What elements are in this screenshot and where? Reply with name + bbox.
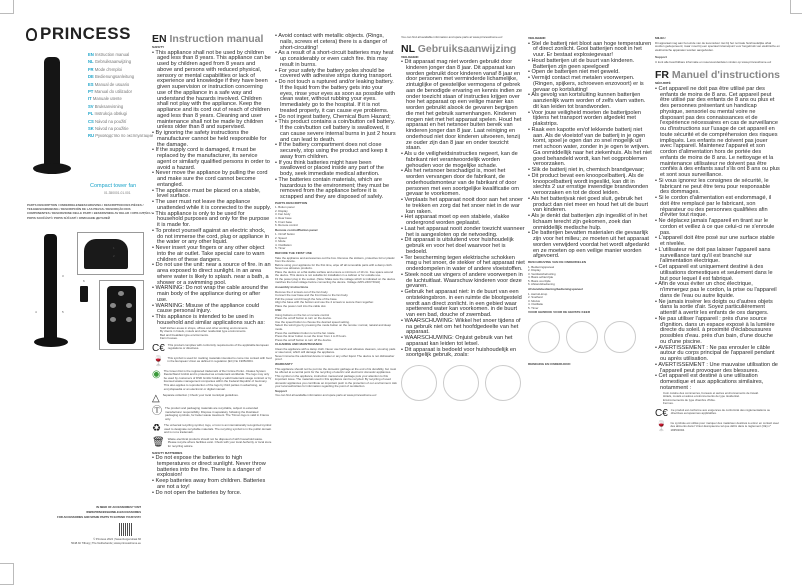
assembly-figure: [528, 321, 560, 353]
callout-label: 2: [113, 254, 115, 258]
callout-label: 4: [35, 310, 37, 314]
language-code: DE: [88, 74, 94, 80]
remote-thumbnail: [80, 286, 88, 302]
language-label: Návod na použitie: [95, 126, 129, 132]
language-entry[interactable]: [88, 88, 153, 95]
triangle-icon: △: [152, 393, 160, 405]
usage-item: Hôtels, motels et autres environnements de type résidentiel.: [663, 394, 740, 399]
symbol-row: [152, 424, 272, 435]
list-item: • Ne jamais insérer les doigts ou d'autres objets dans la sortie d'air. Soyez particulièrement attentif à avertir les enfants de ces dangers.: [655, 300, 780, 317]
language-code: EN: [88, 52, 94, 57]
language-label: Instruction manual: [95, 52, 130, 57]
nl-disposal-heading: MILIEU: [655, 36, 666, 40]
fcm-symbol-row: [655, 422, 780, 433]
fan-diagram: [34, 234, 74, 350]
language-label: Instrukcja obsługi: [94, 111, 127, 117]
fr-title: FR Manuel d'instructions: [655, 69, 781, 82]
brand-logo: [26, 24, 131, 44]
list-item: • AVERTISSEMENT : Ne pas enrouler le câble autour du corps principal de l'appareil pendant ou après utilisation.: [655, 346, 780, 363]
list-item: • Houd batterijen uit de buurt van kinderen. Batterijen zijn geen speelgoed!: [528, 59, 652, 71]
en-sections: [275, 202, 397, 398]
list-item: • Cet appareil est uniquement destiné à des utilisations domestiques et seulement dans le but pour lequel il est fabriqué.: [655, 265, 780, 282]
qr-code: [119, 523, 132, 536]
symbol-row: [152, 370, 272, 391]
list-item: • Dit apparaat is bedoeld voor huishoudelijk en soortgelijk gebruik, zoals:: [401, 348, 525, 360]
figure-row: [528, 321, 652, 357]
remote-item: 3. Modus: [528, 298, 540, 303]
symbol-text: This product complies with conformity requirements of the applicable European regulations or directives.: [167, 342, 269, 351]
assembly-item: Connect the rear base and the front base to the fan body.: [275, 293, 349, 298]
crest-icon: [26, 28, 37, 41]
recycle-icon: ♻: [152, 423, 161, 435]
language-label: Návod na použití: [95, 118, 127, 124]
list-item: • L'utilisateur ne doit pas laisser l'appareil sans surveillance tant qu'il est branché sur l'alimentation électrique.: [655, 248, 780, 265]
list-item: • Als je denkt dat batterijen zijn ingeslikt of in het lichaam terecht zijn gekomen, zoek dan onmiddellijk medische hulp.: [528, 214, 652, 231]
symbol-text: The Green Dot is the registered trademark of Der Grüne Punkt - Duales System Deutschland GmbH and is protected as a trademark worldwide. The logo may only be used by customers of DSD GmbH holding a valid trademark usage contract or by licensed waste management companies within the Federal Republic of Germany. This also applies to reproduction of the logo by third parties in advertising, an encyclopaedia or an electronic or digital manual.: [163, 368, 272, 391]
list-item: • Ter bescherming tegen elektrische schokken mag u het snoer, de stekker of het apparaat niet onderdompelen in water of andere vloeistoffen.: [401, 256, 525, 273]
list-item: • This appliance is intended to be used in household and similar applications such as:: [152, 315, 272, 327]
parts-item: 4. Rear base: [275, 215, 292, 220]
callout-label: 3: [62, 274, 64, 278]
en-symbols: [152, 344, 272, 449]
nl-battery-heading: VEILIGHEID: [528, 36, 546, 40]
parts-item: 3. Fan body: [275, 212, 291, 217]
symbol-row: [152, 357, 272, 367]
symbol-text: This symbol is used for marking materials intended to come into contact with food in the European Union as defined in regulation (EC) No 1935/2004.: [167, 355, 272, 364]
triman-icon: Ⓣ: [152, 406, 162, 418]
copyright-line: 5048 AV Tilburg | The Netherlands | www.princesshome.eu: [71, 541, 141, 545]
en-battery-heading: SAFETY BATTERIES: [152, 450, 183, 455]
list-item: • Do not touch a ruptured and/or leaking battery. If the liquid from the battery gets into your eyes, rinse your eyes as soon as possible with clean water, without rubbing your eyes. Immediately go to the hospital. If it is not treated properly, it can cause eye problems.: [275, 80, 397, 115]
en-safety-list: [152, 51, 272, 327]
parts-item: 6. Afstandsbediening: [528, 282, 555, 287]
copyright-line: © Princess 2024 | Saxenburgerstraat 66: [93, 538, 141, 541]
list-item: • By ignoring the safety instructions the manufacturer cannot be held responsible for the damage.: [152, 131, 272, 148]
warranty-text: This appliance should not be put into the domestic garbage at the end of its durability, but must be offered at a central point for the recycling of electric and electronic domestic appliances. This symbol on the appliance, instruction manual and package puts your attention to this important issue. The materials used in this appliance can be recycled. By recycling of used domestic appliances you contribute an important push to the protection of our environment. Ask your local authorities for information regarding the point of recollection.: [275, 366, 397, 389]
list-item: • Cet appareil est destiné à une utilisation domestique et aux applications similaires, notamment :: [655, 374, 780, 391]
ce-symbol-row: [655, 409, 780, 419]
language-label: Bedienungsanleitung: [95, 74, 135, 80]
list-item: • Avoid contact with metallic objects. (Rings, nails, screws et cetera) there is a danger of short-circuiting!: [275, 34, 397, 51]
language-entry[interactable]: [88, 95, 153, 102]
parts-item: 2. Display: [528, 268, 541, 273]
callout-label: 6: [83, 279, 85, 283]
list-item: • This product contains a coin/button cell battery. If the coin/button cell battery is swallowed, it can cause severe internal burns in just 2 hours and can lead to death.: [275, 120, 397, 143]
nl-sections: [528, 261, 652, 366]
en-column-1: [152, 34, 272, 496]
list-item: • As a result of a short-circuit batteries may heat up considerably or even catch fire. this may result in burns.: [275, 51, 397, 68]
nl-title: NL Gebruiksaanwijzing: [401, 42, 517, 55]
remote-item: 4. Oscillation: [275, 242, 292, 247]
list-item: • Als het netsnoer beschadigd is, moet het worden vervangen door de fabrikant, de onderhoudsmonteur van de fabrikant of door personen met een soortgelijke kwalificatie om gevaar te voorkomen.: [401, 169, 525, 198]
language-entry[interactable]: [88, 51, 153, 58]
list-item: • Dit product bevat een knoopcelbatterij. Als de knoopcelbatterij wordt ingeslikt, kan dit in slechts 2 uur ernstige inwendige brandwonden veroorzaken en tot de dood leiden.: [528, 174, 652, 197]
assembly-item: Pull the power cord through the hole of the base.: [275, 296, 338, 301]
tower-fan-image: [33, 57, 71, 177]
language-label: Manual do utilizador: [94, 89, 133, 95]
callout-label: 5: [62, 310, 64, 314]
language-label: Руководство по эксплуатации: [95, 133, 154, 139]
cleaning-heading: CLEANING AND MAINTENANCE: [275, 342, 323, 347]
language-code: NL: [88, 59, 94, 65]
use-item: Select the wind type by pressing the mode button on the remote: normal, natural and sleep mode.: [275, 323, 392, 332]
parts-item: 4. Basis achterzijde: [528, 275, 554, 280]
language-list: [88, 51, 153, 140]
nl-disposal-text: Dit apparaat mag aan het einde van de levensduur niet bij het normale huishoudelijke afval worden gedeponeerd, maar moet bij een speciaal inzamelpunt voor hergebruik van elektrische en elektronische apparaten worden aangeboden.: [655, 40, 780, 52]
list-item: • If you think batteries might have been swallowed or placed inside any part of the body, seek immediate medical attention.: [275, 161, 397, 178]
fr-usage-list: [655, 392, 780, 406]
list-item: • Cet appareil ne doit pas être utilisé par des enfants de moins de 8 ans. Cet appareil peut être utilisé par des enfants de 8 ans ou plus et des personnes présentant un handicap physique, sensoriel ou mental voire ne disposant pas des connaissances et de l'expérience nécessaires en cas de surveillance ou d'instructions sur l'usage de cet appareil en toute sécurité et de compréhension des risques impliqués. Les enfants ne doivent pas jouer avec l'appareil. Maintenez l'appareil et son cordon d'alimentation hors de portée des enfants de moins de 8 ans. Le nettoyage et la maintenance utilisateur ne doivent pas être confiés à des enfants sauf s'ils ont 8 ans ou plus et sont sous surveillance.: [655, 87, 780, 179]
en-battery-list: [152, 456, 272, 496]
list-item: • Stel de batterij niet bloot aan hoge temperaturen of direct zonlicht. Gooi batterijen nooit in het vuur. Er bestaat explosiegevaar!: [528, 42, 652, 59]
support-heading: Support: [275, 388, 287, 393]
list-item: • If the battery compartment does not close securely, stop using the product and keep it away from children.: [275, 143, 397, 160]
brand-name: PRINCESS: [40, 24, 131, 43]
remote-item: 1. On/off button: [275, 232, 295, 237]
list-item: • Dit apparaat mag niet worden gebruikt door kinderen jonger dan 8 jaar. Dit apparaat kan worden gebruikt door kinderen vanaf 8 jaar en door personen met verminderde lichamelijke, zintuiglijke of geestelijke vermogens of gebrek aan de benodigde ervaring en kennis indien ze onder toezicht staan of instructies krijgen over hoe het apparaat op een veilige manier kan worden gebruikt alsook de gevaren begrijpen die met het gebruik samenhangen. Kinderen mogen niet met het apparaat spelen. Houd het apparaat en het netsnoer buiten bereik van kinderen jonger dan 8 jaar. Laat reiniging en onderhoud niet door kinderen uitvoeren, tenzij ze ouder zijn dan 8 jaar en onder toezicht staan.: [401, 60, 525, 152]
parts-item: 1. Bedieningspaneel: [528, 264, 555, 269]
language-entry[interactable]: [88, 73, 153, 80]
list-item: • Laat het apparaat nooit zonder toezicht wanneer het is aangesloten op de netvoeding.: [401, 227, 525, 239]
product-code: 01.350001.01.001: [104, 191, 131, 195]
usage-item: Bed and breakfast type environments.: [160, 332, 209, 337]
assembly-item: Place the power cord into the cable slot.: [275, 303, 327, 308]
remote-item: 4. Oscillatie: [528, 302, 543, 307]
fcm-text: Ce symbole est utilisé pour marquer des matériaux destinés à entrer en contact avec des aliments dans l'Union Européenne tel que défini dans le règlement (CE) n° 1935/2004.: [670, 420, 780, 432]
language-entry[interactable]: [88, 58, 153, 65]
list-item: • Dit apparaat is uitsluitend voor huishoudelijk gebruik en voor het doel waarvoor het is bedoeld.: [401, 238, 525, 255]
usage-item: Farm houses.: [160, 336, 178, 341]
list-item: • Si vous ignorez les consignes de sécurité, le fabricant ne peut être tenu pour responsable des dommages.: [655, 179, 780, 196]
list-item: • Never insert your fingers or any other object into the air outlet. Take special care to warn children of these dangers.: [152, 246, 272, 263]
remote-item: 5. Timer: [528, 305, 539, 310]
ce-text: Ce produit est conforme aux exigences de conformité des réglementations ou directives européennes applicables.: [670, 407, 771, 416]
first_use-item: Before using your appliance for the first time, wipe off all removable parts with a damp cloth. Never use abrasive products.: [275, 262, 393, 271]
list-item: • L'appareil doit être posé sur une surface stable et nivelée.: [655, 236, 780, 248]
nl-figures: [401, 365, 525, 405]
list-item: • Raak een kapotte en/of lekkende batterij niet aan. Als de vloeistof van de batterij in je ogen komt, spoel je ogen dan zo snel mogelijk uit met schoon water, zonder in je ogen te wrijven. Ga onmiddellijk naar het ziekenhuis. Als het niet goed behandeld wordt, kan het oogproblemen veroorzaken.: [528, 128, 652, 168]
parts-item: 5. Basis voorzijde: [528, 278, 551, 283]
remote-control-detail: [99, 280, 144, 350]
en-battery-list-cont: [275, 34, 397, 201]
remote-item: 3. Mode: [275, 239, 286, 244]
list-item: • The user must not leave the appliance unattended while it is connected to the supply.: [152, 200, 272, 212]
list-item: • The appliance must be placed on a stable, level surface.: [152, 189, 272, 201]
accessories-line: IN NEED OF ACCESSORIES? VISIT: [96, 506, 141, 509]
nl-column-2: [528, 36, 652, 367]
en-safety-heading: SAFETY: [152, 45, 165, 49]
parts-item: 5. Front base: [275, 219, 293, 224]
remote-item: 1. Aan/uit-knop: [528, 291, 548, 296]
use-item: Press the timer button to set the timer from 1 to 8 hours.: [275, 334, 347, 339]
list-item: • WAARSCHUWING: Wikkel het snoer tijdens of na gebruik niet om het hoofdgedeelte van het apparaat.: [401, 319, 525, 336]
language-label: Bruksanvisning: [94, 103, 124, 109]
language-entry[interactable]: [88, 110, 153, 117]
nl-support-heading: Support: [655, 55, 667, 60]
crop-mark: [0, 563, 14, 585]
food-contact-icon: 🍷: [655, 420, 668, 432]
language-code: SV: [88, 103, 94, 109]
figure-row: [401, 365, 525, 405]
list-item: • WARNING: Do not wrap the cable around the main body of the appliance during or after use.: [152, 286, 272, 303]
list-item: • Vermijd contact met metalen voorwerpen. (Ringen, spijkers, schroeven enzovoort) er is gevaar op kortsluiting!: [528, 76, 652, 93]
remote-heading: Remote control/Button panel: [275, 227, 318, 232]
list-item: • Never move the appliance by pulling the cord and make sure the cord cannot become entangled.: [152, 171, 272, 188]
list-item: • Open de batterijen niet met geweld.: [528, 70, 652, 76]
list-item: • Voor jouw veiligheid moeten de batterijpolen tijdens het transport worden afgedekt met plakstrips.: [528, 111, 652, 128]
list-item: • Ne pas utiliser l'appareil : près d'une source d'ignition. dans un espace exposé à la lumière directe du soleil. à proximité d'éclaboussures possibles d'eau. près d'un bain, d'une douche ou d'une piscine.: [655, 317, 780, 346]
crop-mark: [0, 0, 14, 14]
list-item: • This appliance shall not be used by children aged less than 8 years. This appliance can be used by children aged from 8 years and above and persons with reduced physical, sensory or mental capabilities or lack of experience and knowledge if they have been given supervision or instruction concerning use of the appliance in a safe way and understand the hazards involved. Children shall not play with the appliance. Keep the appliance and its cord out of reach of children aged less than 8 years. Cleaning and user maintenance shall not be made by children unless older than 8 and supervised.: [152, 51, 272, 132]
assembly-figure: [566, 321, 598, 353]
list-item: • The batteries contain materials, which are hazardous to the environment; they must be removed from the appliance before it is scrapped and they are disposed of safely.: [275, 178, 397, 201]
fr-safety-heading: SÉCURITÉ: [655, 81, 671, 86]
list-item: • For your safety the battery poles should be covered with adhesive strips during transport.: [275, 69, 397, 81]
symbol-text: Waste electrical products should not be disposed of with household waste. Please recycle where facilities exist. Check with your local Authority or local store for recycling advice.: [167, 436, 272, 448]
first_use-item: Fit the power plug in the socket. (Note: Make sure the voltage which is indicated on the device matches the local voltage before connecting the device. Voltage 220V-240V 50Hz): [275, 276, 396, 285]
remote-item: 2. Snelheid: [528, 295, 543, 300]
symbol-row: [152, 394, 272, 404]
first_use-heading: BEFORE THE FIRST USE: [275, 250, 312, 255]
crop-mark: [790, 0, 802, 14]
list-item: • This appliance is only to be used for household purposes and only for the purpose it is made for.: [152, 212, 272, 229]
first_use-item: Take the appliance and accessories out the box. Remove the stickers, protective foil or plastic from the device.: [275, 255, 395, 264]
language-label: Manual de usuario: [94, 81, 130, 87]
nl-support-text: U kunt alle beschikbare informatie en reserveonderdelen vinden op www.princesshome.eu!: [655, 59, 772, 64]
language-entry[interactable]: [88, 66, 153, 73]
list-item: • Gebruik het apparaat niet: in de buurt van een ontstekingsbron. in een ruimte die blootgesteld wordt aan direct zonlicht. in een gebied waar spetterend water kan voorkomen. in de buurt van een bad, douche of zwembad.: [401, 290, 525, 319]
ce-mark-icon: C€: [655, 407, 668, 419]
nl-disposal: [655, 37, 780, 64]
parts-item: 3. Ventilatorbehuizing: [528, 271, 556, 276]
list-item: • Als het batterijvak niet goed sluit, gebruik het product dan niet meer en houd het uit de buurt van kinderen.: [528, 197, 652, 214]
list-item: • Keep batteries away from children. Batteries are not a toy!: [152, 479, 272, 491]
parts-heading: BESCHRIJVING VAN DE ONDERDELEN: [528, 260, 587, 265]
list-item: • Do not open the batteries by force.: [152, 491, 272, 497]
nl-column-1: [401, 36, 525, 405]
assembly-figure: [401, 365, 437, 401]
parts-item: 2. Display: [275, 208, 288, 213]
language-code: PT: [88, 89, 94, 95]
language-entry[interactable]: [88, 81, 153, 88]
assembly-item: Align the base with the bottom and use the 2 screws to secure them together.: [275, 300, 374, 305]
nl-safety-heading: VEILIGHEID: [401, 54, 419, 59]
cleaning-item: Never immerse the electrical device in water or any other liquid. The device is not dishwasher proof.: [275, 353, 395, 362]
cleaning-item: Clean the appliance with a damp cloth. Never use harsh and abrasive cleaners, scouring pads or steel wool, which will damage the appliance.: [275, 346, 396, 355]
list-item: • Het apparaat moet op een stabiele, vlakke ondergrond worden geplaatst.: [401, 215, 525, 227]
nl-battery-list: [528, 42, 652, 261]
accessories-line: FOR ACCESSORIES AND SPARE PARTS TO EXTEND YOUR STAY: [57, 516, 141, 519]
weee-bin-icon: 🗑: [152, 436, 165, 448]
parts-heading: PARTS DESCRIPTION: [275, 200, 308, 205]
green-dot-icon: ◉: [152, 368, 161, 380]
list-item: • Slik de batterij niet in, chemisch brandgevaar;: [528, 168, 652, 174]
ce-mark-icon: C€: [152, 342, 165, 354]
parts-item: 6. Remote control: [275, 223, 298, 228]
battery-bin-icon: 🍷: [152, 355, 165, 367]
use-item: Press the oscillation button to let the fan rotate.: [275, 330, 336, 335]
list-item: • Si le cordon d'alimentation est endommagé, il doit être remplacé par le fabricant, son réparateur ou des personnes qualifiées afin d'éviter tout risque.: [655, 196, 780, 219]
list-item: • Ne déplacez jamais l'appareil en tirant sur le cordon et veillez à ce que celui-ci ne s'enroule pas.: [655, 219, 780, 236]
usage-item: By clients in hotels, motels and other residential type environments.: [160, 329, 247, 334]
callout-label: 1: [113, 246, 115, 250]
symbol-text: Separate collection | Check your local municipal guidelines.: [162, 393, 239, 398]
list-item: • Steek nooit uw vingers of andere voorwerpen in de luchtuitlaat. Waarschuw kinderen voor deze gevaren.: [401, 273, 525, 290]
assembly-figure: [443, 365, 479, 401]
nl-intro: You can find all available information and spare parts at www.princesshome.eu!: [401, 35, 503, 39]
use-heading: USE: [275, 308, 282, 313]
list-item: • De batterijen bevatten materialen die gevaarlijk zijn voor het milieu; ze moeten uit het apparaat worden verwijderd voordat het wordt afgedankt en ze moeten op een veilige manier worden afgevoerd.: [528, 231, 652, 260]
remote-item: 2. Speed: [275, 235, 287, 240]
language-code: RU: [88, 133, 95, 139]
language-code: ES: [88, 81, 94, 87]
accessories-note: [30, 505, 141, 520]
parts-heading-multilang: PARTS DESCRIPTION / ONDERDELENBESCHRIJVING / DESCRIPTION DES PIÈCES / TEILEBESCHREIBUNG / DESCRIPCIÓN DE LAS PIEZAS / DESCRIÇÃO DOS COMPONENTES / DESCRIZIONE DELLE PARTI / BESKRIVNING AV DELAR / OPIS CZĘŚCI / POPIS SOUČÁSTÍ / POPIS SÚČASTÍ / ОПИСАНИЕ ДЕТАЛЕЙ: [27, 203, 152, 220]
use-item: Press the on/off button to turn off the device.: [275, 337, 332, 342]
fr-safety-list: [655, 87, 780, 392]
use-item: Using buttons on the fan or remote control: [275, 312, 329, 317]
warranty-heading: WARRANTY: [275, 362, 293, 366]
usage-item: Environnements de type chambre d'hôte.: [663, 397, 716, 402]
list-item: • WARNING: Misuse of the appliance could cause personal injury.: [152, 304, 272, 316]
usage-item: Staff kitchen areas in shops, offices and other working environments.: [160, 325, 249, 330]
language-code: CS: [88, 118, 94, 124]
symbol-text: The product and packaging materials are recyclable, subject to extended manufacturer responsibility. Dispose it separately, following the illustrated packaging symbols, for better waste treatment. The Triman logo is valid in France only.: [165, 406, 270, 421]
symbol-row: [152, 407, 272, 421]
use-item: Press the on/off button to turn on the device.: [275, 316, 332, 321]
accessories-link[interactable]: WWW.PRINCESSHOME.EU/ACCESSORIES: [86, 511, 141, 514]
symbol-row: [152, 344, 272, 354]
first-use-heading: VOOR GEBRUIK VOOR DE EERSTE KEER: [528, 310, 591, 315]
first_use-item: Place the device on a flat stable surface and ensure a minimum of 10 cm. free space around the device. This device is not suitable for installation in a cabinet or for outside use.: [275, 269, 394, 278]
support-text: You can find all available information and spare parts at www.princesshome.eu!: [275, 393, 377, 398]
nl-safety-list: [401, 60, 525, 359]
fr-column: [655, 36, 780, 436]
language-label: Manuale utente: [92, 96, 122, 102]
en-column-2: [275, 34, 397, 398]
language-entry[interactable]: [88, 132, 153, 139]
symbol-row: [152, 438, 272, 449]
language-label: Gebruiksaanwijzing: [94, 59, 132, 65]
list-item: • Afin de vous éviter un choc électrique, n'immergez pas le cordon, la prise ou l'appareil dans de l'eau ou autre liquide.: [655, 282, 780, 299]
list-item: • Als gevolg van kortsluiting kunnen batterijen aanzienlijk warm worden of zelfs vlam vatten. dit kan leiden tot brandwonden.: [528, 93, 652, 110]
list-item: • Verplaats het apparaat nooit door aan het snoer te trekken en zorg dat het snoer niet in de war kan raken.: [401, 198, 525, 215]
list-item: • Do not use the unit: near a source of fire. in an area exposed to direct sunlight. in an area where water is likely to splash. near a bath, a shower or a swimming pool.: [152, 263, 272, 286]
language-code: PL: [88, 111, 94, 117]
language-entry[interactable]: [88, 103, 153, 110]
list-item: • If the supply cord is damaged, it must be replaced by the manufacturer, its service agent or similarly qualified persons in order to avoid a hazard.: [152, 148, 272, 171]
list-item: • To protect yourself against an electric shock, do not immerse the cord, plug or appliance in the water or any other liquid.: [152, 229, 272, 246]
language-code: IT: [88, 96, 92, 102]
copyright: [30, 538, 141, 545]
list-item: • WAARSCHUWING: Onjuist gebruik van het apparaat kan leiden tot letsel.: [401, 336, 525, 348]
assembly-heading: Assembly instructions: [275, 284, 309, 289]
remote-item: 5. Timer: [275, 246, 286, 251]
product-name: Compact tower fan: [90, 183, 137, 189]
list-item: • Do not ingest battery, Chemical Burn Hazard;: [275, 115, 397, 121]
remote-heading: Afstandsbediening/bedieningspaneel: [528, 286, 583, 291]
assembly-figure: [604, 321, 636, 353]
list-item: • Do not expose the batteries to high temperatures or direct sunlight. Never throw batteries into the fire. There is a danger of explosion!: [152, 456, 272, 479]
language-entry[interactable]: [88, 125, 153, 132]
use-item: Use the speed button to choose the desired speed setting.: [275, 319, 350, 324]
en-title: EN Instruction manual: [152, 33, 264, 45]
symbol-text: The universal recycling symbol, logo, or icon is an internationally recognized symbol used to designate recyclable materials. The recycling symbol is in the public domain and is not a trademark.: [163, 423, 272, 435]
language-code: SK: [88, 126, 94, 132]
list-item: • Als u de veiligheidsinstructies negeert, kan de fabrikant niet verantwoordelijk worden gehouden voor de mogelijke schade.: [401, 152, 525, 169]
language-code: FR: [88, 66, 94, 72]
parts-item: 1. Button panel: [275, 205, 295, 210]
assembly-figure: [485, 365, 521, 401]
usage-item: Fermes.: [663, 401, 674, 406]
usage-item: Coin cuisine des commerces, bureaux et autres environnements de travail.: [663, 390, 759, 395]
en-usage-list: [152, 327, 272, 341]
assembly-item: Remove the 2 screws out of the fan body.: [275, 289, 329, 294]
list-item: • AVERTISSEMENT : Une mauvaise utilisation de l'appareil peut provoquer des blessures.: [655, 363, 780, 375]
language-entry[interactable]: [88, 118, 153, 125]
language-label: Mode d'emploi: [94, 66, 122, 72]
button-panel-detail: [77, 232, 144, 275]
cleaning-heading: REINIGING EN ONDERHOUD: [528, 361, 571, 366]
